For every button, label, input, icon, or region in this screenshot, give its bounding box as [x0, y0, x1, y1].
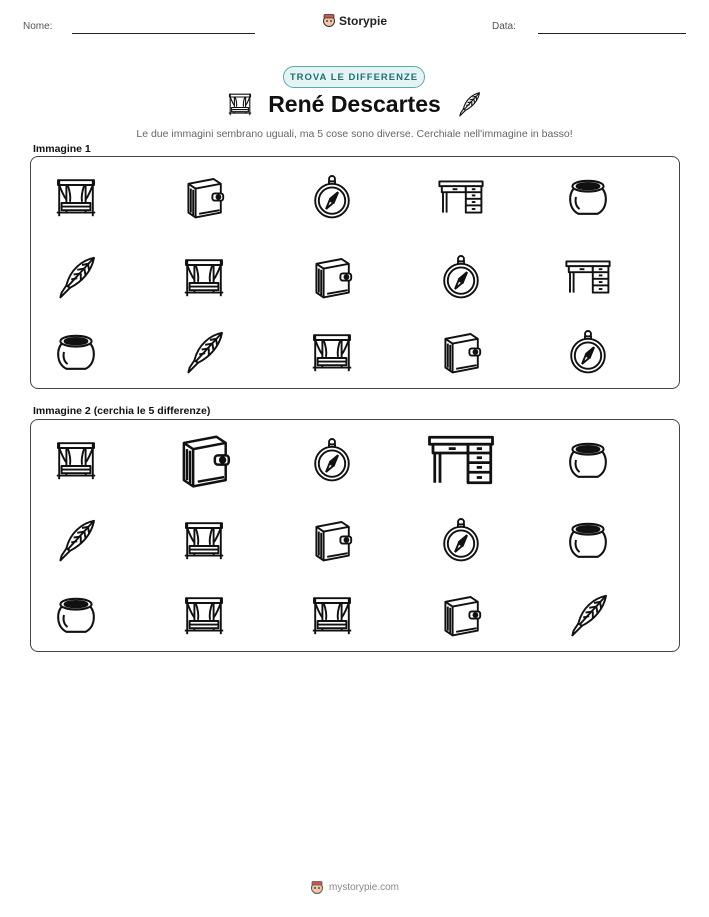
desk-icon	[437, 173, 485, 221]
compass-icon	[308, 173, 356, 221]
desk-icon	[564, 253, 612, 301]
footer	[0, 880, 709, 895]
book-icon	[180, 173, 228, 221]
pot-icon[interactable]	[52, 591, 100, 639]
storypie-mascot-icon	[322, 13, 336, 28]
storypie-mascot-icon	[310, 880, 324, 895]
page-title: René Descartes	[268, 90, 441, 117]
bed-icon	[180, 253, 228, 301]
activity-badge: TROVA LE DIFFERENZE	[283, 66, 425, 88]
bed-icon[interactable]	[308, 591, 356, 639]
name-line[interactable]	[72, 33, 255, 34]
pot-icon	[564, 173, 612, 221]
quill-icon	[455, 90, 483, 118]
book-icon	[437, 328, 485, 376]
compass-icon	[437, 253, 485, 301]
bed-icon	[52, 173, 100, 221]
panel-2-label: Immagine 2 (cerchia le 5 differenze)	[33, 405, 211, 417]
image-2-panel[interactable]	[30, 419, 680, 652]
brand-name: Storypie	[339, 13, 388, 28]
panel-1-label: Immagine 1	[33, 143, 91, 155]
compass-icon[interactable]	[437, 516, 485, 564]
bed-icon[interactable]	[180, 591, 228, 639]
date-label: Data:	[492, 21, 516, 32]
quill-icon[interactable]	[564, 591, 612, 639]
footer-url: mystorypie.com	[328, 882, 399, 893]
compass-icon[interactable]	[308, 436, 356, 484]
image-1-panel	[30, 156, 680, 389]
quill-icon[interactable]	[52, 516, 100, 564]
bed-icon[interactable]	[180, 516, 228, 564]
brand-logo	[322, 13, 387, 28]
pot-icon	[52, 328, 100, 376]
book-icon[interactable]	[173, 429, 235, 491]
quill-icon	[52, 253, 100, 301]
pot-icon[interactable]	[564, 516, 612, 564]
desk-icon[interactable]	[426, 425, 496, 495]
quill-icon	[180, 328, 228, 376]
name-label: Nome:	[23, 21, 53, 32]
book-icon[interactable]	[437, 591, 485, 639]
bed-icon	[226, 90, 254, 118]
book-icon[interactable]	[308, 516, 356, 564]
book-icon	[308, 253, 356, 301]
pot-icon[interactable]	[564, 436, 612, 484]
bed-icon	[308, 328, 356, 376]
instructions: Le due immagini sembrano uguali, ma 5 cose sono diverse. Cerchiale nell'immagine in basso!	[136, 128, 573, 140]
date-line[interactable]	[538, 33, 686, 34]
compass-icon	[564, 328, 612, 376]
bed-icon[interactable]	[52, 436, 100, 484]
